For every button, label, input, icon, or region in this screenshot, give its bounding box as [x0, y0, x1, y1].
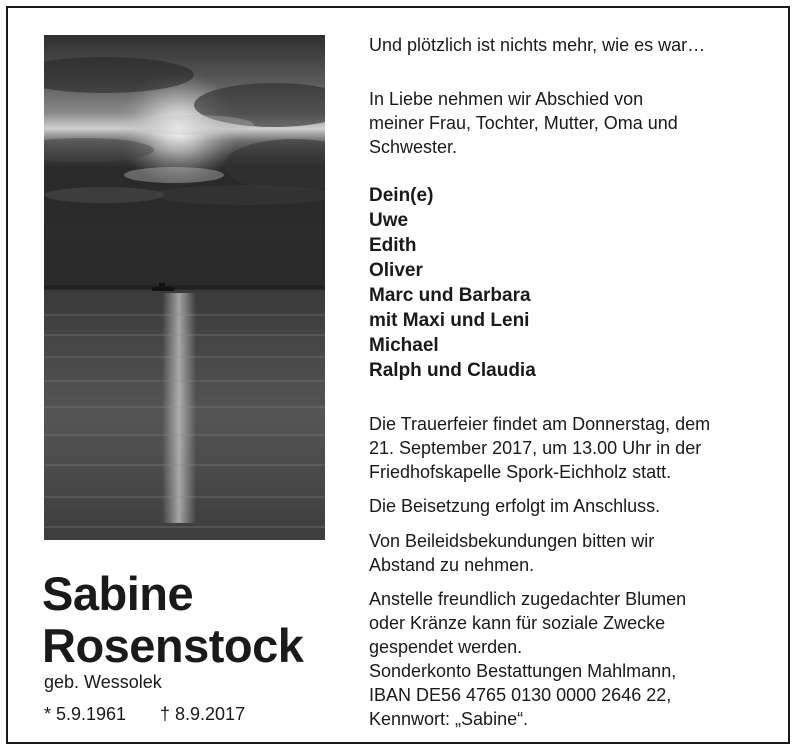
mourner-name: Ralph und Claudia — [369, 360, 536, 381]
mourners-list — [369, 183, 536, 383]
mourner-name: Edith — [369, 235, 417, 256]
mourner-name: Dein(e) — [369, 185, 434, 206]
mourner-name: Uwe — [369, 210, 409, 231]
deceased-last-name: Rosenstock — [42, 619, 304, 672]
maiden-name: geb. Wessolek — [44, 672, 162, 692]
birth-date: * 5.9.1961 — [44, 704, 127, 724]
opening-line: Und plötzlich ist nichts mehr, wie es war… — [369, 35, 706, 55]
farewell-text: In Liebe nehmen wir Abschied von meiner Frau, Tochter, Mutter, Oma und Schwester. — [369, 89, 678, 157]
mourner-name: mit Maxi und Leni — [369, 310, 530, 331]
condolences-text: Von Beileidsbekundungen bitten wir Abstand zu nehmen. — [369, 531, 655, 575]
ceremony-text: Die Trauerfeier findet am Donnerstag, dem 21. September 2017, um 13.00 Uhr in der Friedhofskapelle Spork-Eichholz statt. — [369, 414, 711, 482]
death-date: † 8.9.2017 — [160, 704, 246, 724]
donation-text: Anstelle freundlich zugedachter Blumen oder Kränze kann für soziale Zwecke gespendet werden. Sonderkonto Bestattungen Mahlmann, IBAN DE56 4765 0130 0000 2646 22, Kennwort: „Sabine“. — [369, 589, 687, 729]
deceased-first-name: Sabine — [42, 567, 194, 620]
mourner-name: Marc und Barbara — [369, 285, 531, 306]
burial-text: Die Beisetzung erfolgt im Anschluss. — [369, 496, 661, 516]
sunset-sea-photo — [44, 35, 325, 540]
mourner-name: Michael — [369, 335, 439, 356]
mourner-name: Oliver — [369, 260, 423, 281]
